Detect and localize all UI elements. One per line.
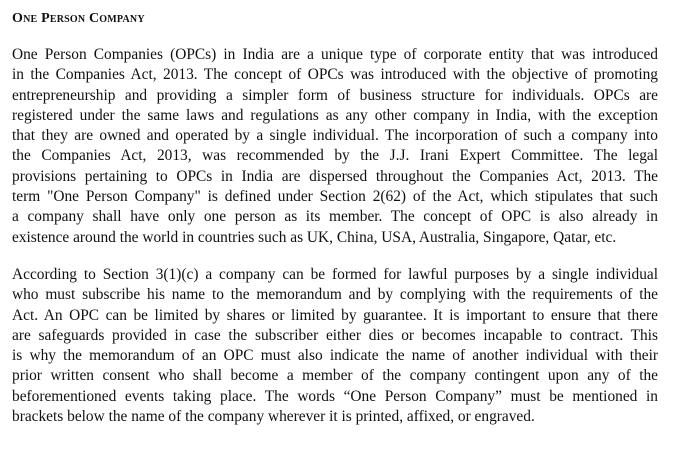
paragraph-line: the Companies Act, 2013, was recommended by the J.J. Irani Expert Committee. The legal — [12, 147, 658, 165]
paragraph-line: One Person Companies (OPCs) in India are a unique type of corporate entity that was introduced — [12, 46, 658, 63]
paragraph-line: is why the memorandum of an OPC must also indicate the name of another individual with their — [12, 347, 658, 365]
paragraph-line: beforementioned events taking place. The words “One Person Company” must be mentioned in — [12, 387, 658, 405]
paragraph-line: are safeguards provided in case the subscriber either dies or becomes incapable to contract. This — [12, 326, 658, 344]
paragraph-1 — [12, 45, 658, 248]
paragraph-line: term "One Person Company" is defined under Section 2(62) of the Act, which stipulates that such — [12, 188, 658, 206]
paragraph-line: brackets below the name of the company wherever it is printed, affixed, or engraved. — [12, 408, 535, 426]
paragraph-line: in the Companies Act, 2013. The concept of OPCs was introduced with the objective of promoting — [12, 66, 658, 84]
paragraph-line: prior written consent who shall become a member of the company contingent upon any of the — [12, 367, 658, 385]
paragraph-line: According to Section 3(1)(c) a company can be formed for lawful purposes by a single individual — [12, 265, 658, 283]
section-heading: One Person Company — [12, 11, 145, 26]
paragraph-2 — [12, 265, 658, 427]
paragraph-line: Act. An OPC can be limited by shares or limited by guarantee. It is important to ensure that there — [12, 306, 658, 324]
paragraph-line: that they are owned and operated by a single individual. The incorporation of such a company into — [12, 127, 658, 145]
paragraph-line: a company shall have only one person as its member. The concept of OPC is also already in — [12, 208, 658, 226]
paragraph-line: provisions pertaining to OPCs in India are dispersed throughout the Companies Act, 2013. The — [12, 167, 658, 185]
paragraph-line: existence around the world in countries such as UK, China, USA, Australia, Singapore, Qatar, etc. — [12, 228, 617, 246]
paragraph-line: entrepreneurship and providing a simpler form of business structure for individuals. OPCs are — [12, 86, 658, 104]
paragraph-line: registered under the same laws and regulations as any other company in India, with the exception — [12, 106, 658, 124]
paragraph-line: who must subscribe his name to the memorandum and by complying with the requirements of the — [12, 286, 658, 304]
